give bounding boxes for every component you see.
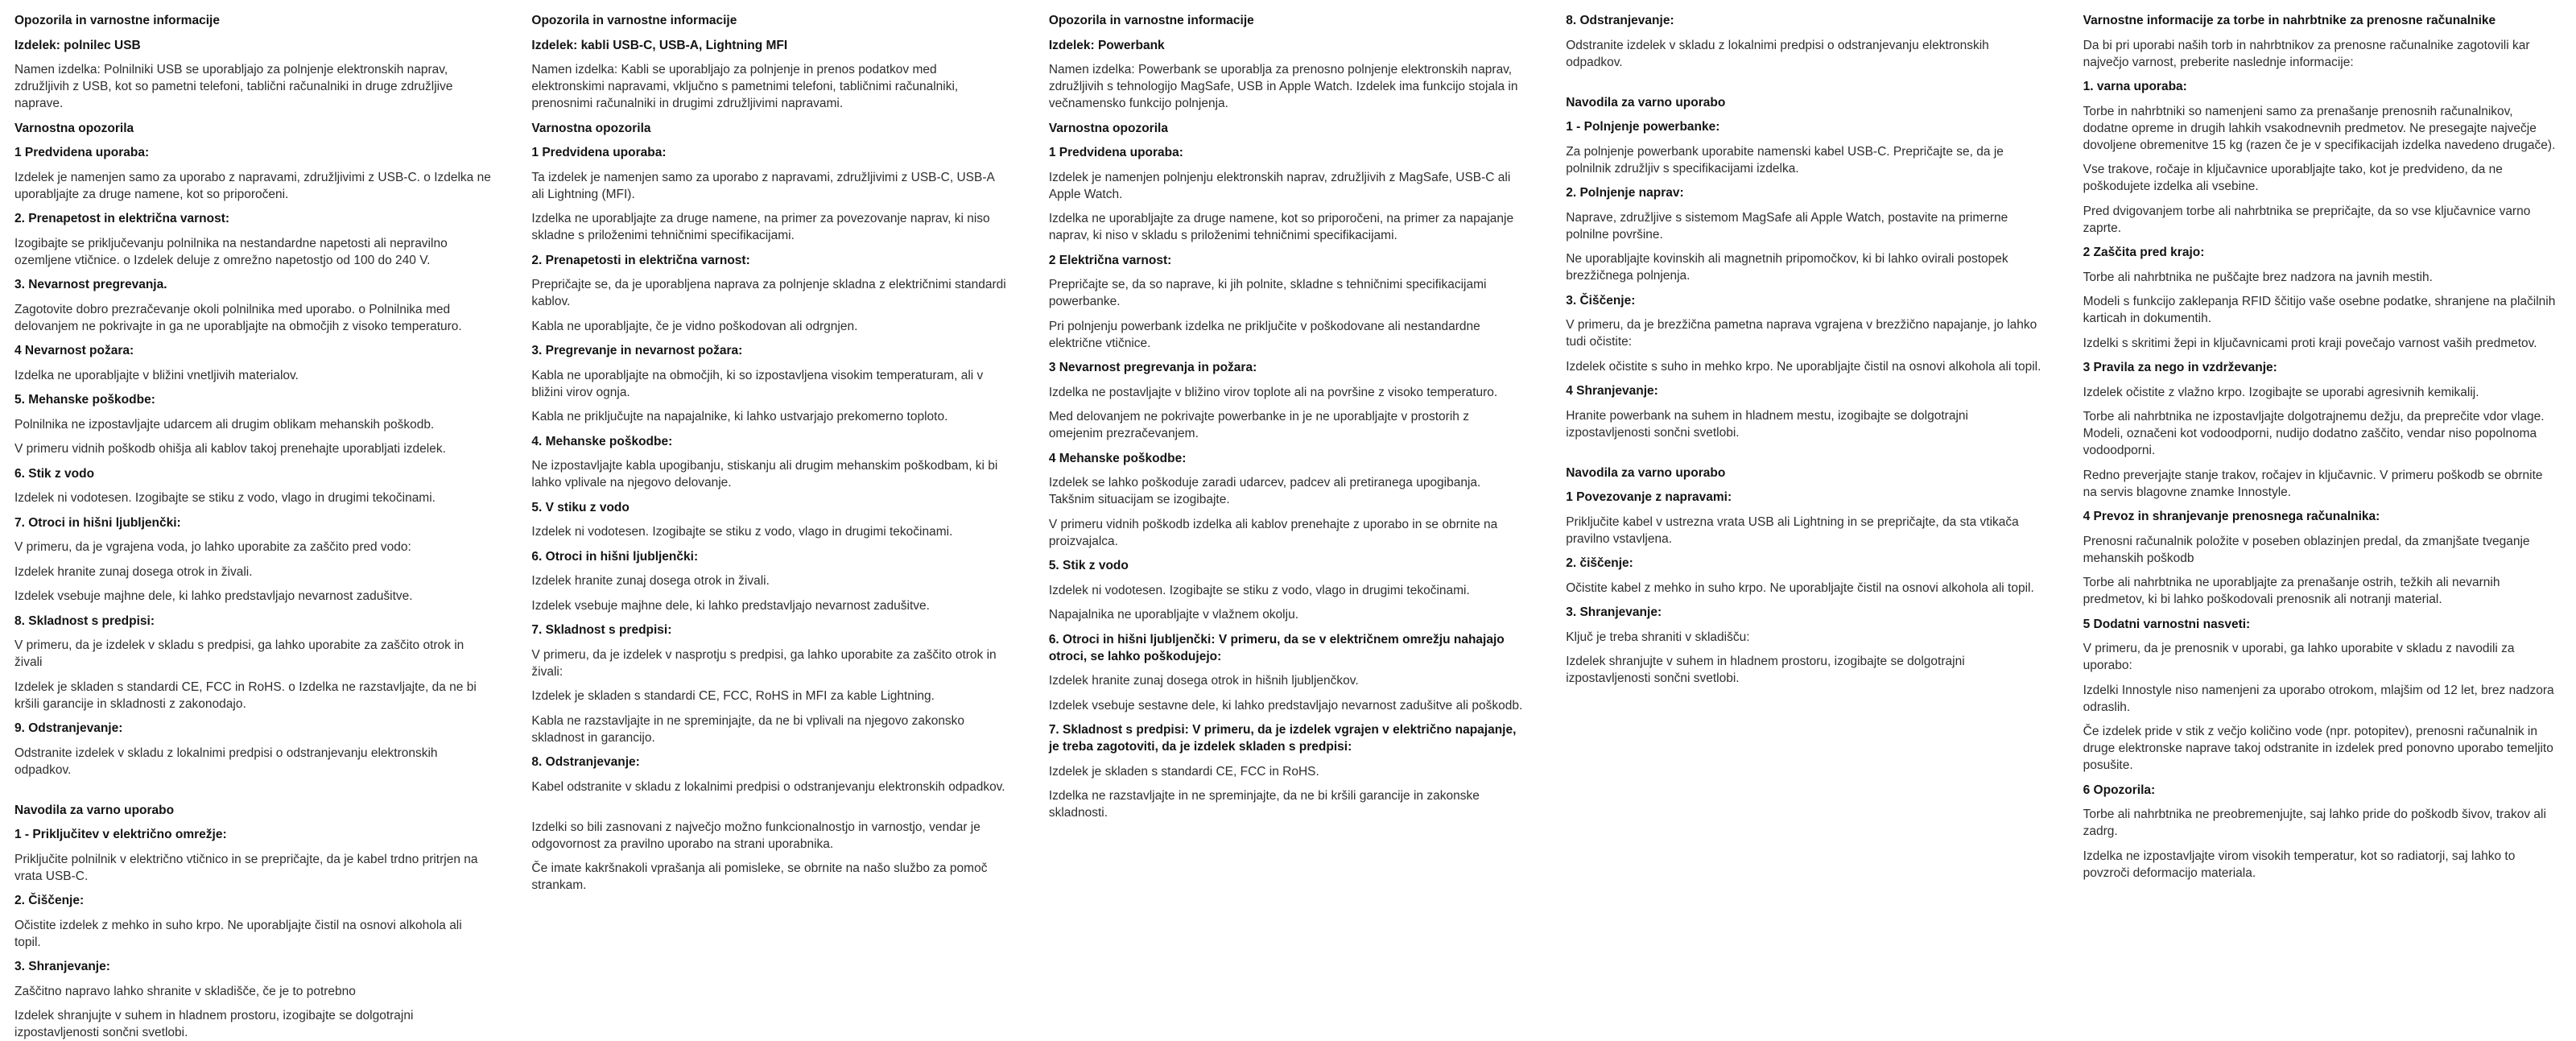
section-heading: 1 - Polnjenje powerbanke: — [1566, 120, 1720, 134]
section-heading: Varnostna opozorila — [14, 121, 134, 135]
section-heading: 5 Dodatni varnostni nasveti: — [2083, 617, 2251, 631]
paragraph: Izdelka ne uporabljajte v bližini vnetljivih materialov. — [14, 368, 299, 382]
section-heading: 6. Otroci in hišni ljubljenčki: V primeru, da se v električnem omrežju nahajajo otroci, se lahko poškodujejo: — [1048, 632, 1505, 663]
paragraph: Prenosni računalnik položite v poseben oblazinjen predal, da zmanjšate tveganje mehanskih poškodb — [2083, 534, 2530, 565]
paragraph: Torbe in nahrbtniki so namenjeni samo za prenašanje prenosnih računalnikov, dodatne opreme in drugih lahkih vsakodnevnih predmetov. Ne presegajte največje dovoljene obremenitve 15 kg (razen če je v specifikacijah izdelka navedeno drugače). — [2083, 104, 2556, 152]
paragraph: V primeru vidnih poškodb izdelka ali kablov prenehajte z uporabo in se obrnite na proizvajalca. — [1048, 517, 1498, 548]
section-heading: 7. Otroci in hišni ljubljenčki: — [14, 515, 181, 530]
section-heading: 2. Prenapetost in električna varnost: — [14, 212, 230, 225]
paragraph: Prepričajte se, da so naprave, ki jih polnite, skladne s tehničnimi specifikacijami powerbanke. — [1048, 278, 1487, 308]
paragraph: Izdelek hranite zunaj dosega otrok in živali. — [14, 564, 253, 579]
paragraph: Odstranite izdelek v skladu z lokalnimi predpisi o odstranjevanju elektronskih odpadkov. — [14, 746, 438, 777]
paragraph: Izdelek shranjujte v suhem in hladnem prostoru, izogibajte se dolgotrajni izpostavljenosti sončni svetlobi. — [14, 1009, 414, 1039]
section-heading: 5. Stik z vodo — [1048, 559, 1129, 572]
paragraph: Med delovanjem ne pokrivajte powerbanke in je ne uporabljajte v prostorih z omejenim prezračevanjem. — [1048, 410, 1469, 440]
section-heading: 6. Stik z vodo — [14, 466, 95, 481]
paragraph: Priključite kabel v ustrezna vrata USB ali Lightning in se prepričajte, da sta vtikača pravilno vstavljena. — [1566, 514, 2019, 546]
section-heading: 4 Shranjevanje: — [1566, 384, 1658, 398]
column-powerbank-warnings — [1049, 12, 1525, 998]
paragraph: Izdelek je skladen s standardi CE, FCC, RoHS in MFI za kable Lightning. — [531, 689, 935, 703]
section-heading: 5. V stiku z vodo — [531, 500, 630, 514]
paragraph: Izogibajte se priključevanju polnilnika na nestandardne napetosti ali nepravilno ozemljene vtičnice. o Izdelek deluje z omrežno napetostjo od 100 do 240 V. — [14, 236, 448, 267]
paragraph: Izdelek se lahko poškoduje zaradi udarcev, padcev ali pretiranega upogibanja. Takšnim situacijam se izogibajte. — [1048, 476, 1481, 506]
paragraph: Izdelki so bili zasnovani z največjo možno funkcionalnostjo in varnostjo, vendar je odgovornost za pravilno uporabo na strani uporabnika. — [531, 820, 980, 851]
paragraph: Kabla ne uporabljajte na območjih, ki so izpostavljena visokim temperaturam, ali v bližini virov ognja. — [531, 368, 984, 399]
paragraph: Kabel odstranite v skladu z lokalnimi predpisi o odstranjevanju elektronskih odpadkov. — [531, 779, 1005, 794]
paragraph: Da bi pri uporabi naših torb in nahrbtnikov za prenosne računalnike zagotovili kar največjo varnost, preberite naslednje informacije: — [2083, 38, 2530, 69]
section-heading: 2. Prenapetosti in električna varnost: — [531, 253, 750, 267]
paragraph: V primeru, da je izdelek v skladu s predpisi, ga lahko uporabite za zaščito otrok in živali — [14, 638, 464, 669]
paragraph: Ne uporabljajte kovinskih ali magnetnih pripomočkov, ki bi lahko ovirali postopek brezžičnega polnjenja. — [1566, 252, 2008, 283]
paragraph: Zagotovite dobro prezračevanje okoli polnilnika med uporabo. o Polnilnika med delovanjem ne pokrivajte in ga ne uporabljajte na območjih z visoko temperaturo. — [14, 302, 462, 333]
paragraph: Odstranite izdelek v skladu z lokalnimi predpisi o odstranjevanju elektronskih odpadkov. — [1566, 38, 1989, 69]
section-heading: 1 - Priključitev v električno omrežje: — [14, 828, 227, 841]
section-heading: Navodila za varno uporabo — [1566, 95, 1726, 109]
section-heading: Opozorila in varnostne informacije — [531, 14, 737, 27]
section-heading: Varnostne informacije za torbe in nahrbtnike za prenosne računalnike — [2083, 14, 2496, 27]
section-heading: 1 Povezovanje z napravami: — [1566, 490, 1732, 504]
paragraph: Izdelka ne izpostavljajte virom visokih temperatur, kot so radiatorji, saj lahko to povzroči deformacijo materiala. — [2083, 849, 2516, 880]
paragraph: Izdelek vsebuje majhne dele, ki lahko predstavljajo nevarnost zadušitve. — [531, 598, 930, 613]
paragraph: Namen izdelka: Kabli se uporabljajo za polnjenje in prenos podatkov med elektronskimi napravami, vključno s pametnimi telefoni, tabličnimi računalniki, prenosnimi računalniki in drugimi združljivimi napravami. — [531, 63, 959, 110]
section-heading: 4 Mehanske poškodbe: — [1048, 451, 1187, 465]
paragraph: Očistite kabel z mehko in suho krpo. Ne uporabljajte čistil na osnovi alkohola ali topil. — [1566, 580, 2034, 595]
paragraph: V primeru, da je brezžična pametna naprava vgrajena v brezžično napajanje, jo lahko tudi očistite: — [1566, 318, 2037, 349]
section-heading: 3. Shranjevanje: — [14, 960, 110, 973]
paragraph: Torbe ali nahrbtnika ne uporabljajte za prenašanje ostrih, težkih ali nevarnih predmetov, ki bi lahko poškodovali prenosnik ali notranji material. — [2083, 576, 2500, 606]
section-heading: Navodila za varno uporabo — [1566, 465, 1726, 480]
paragraph: Kabla ne razstavljajte in ne spreminjajte, da ne bi vplivali na njegovo zakonsko skladnost in garancijo. — [531, 713, 965, 745]
paragraph: Izdelek hranite zunaj dosega otrok in živali. — [531, 574, 770, 588]
paragraph: Izdelek ni vodotesen. Izogibajte se stiku z vodo, vlago in drugimi tekočinami. — [14, 491, 436, 505]
section-heading: 1 Predvidena uporaba: — [1048, 146, 1183, 159]
column-laptop-bags-safety — [2083, 12, 2560, 998]
section-heading: 2. Polnjenje naprav: — [1566, 186, 1684, 200]
paragraph: Izdelek je skladen s standardi CE, FCC in RoHS. o Izdelka ne razstavljajte, da ne bi kršili garancije in skladnosti z zakonodajo. — [14, 680, 477, 711]
section-heading: Varnostna opozorila — [1048, 121, 1168, 135]
section-heading: 8. Odstranjevanje: — [1566, 14, 1674, 27]
paragraph: Izdelek vsebuje majhne dele, ki lahko predstavljajo nevarnost zadušitve. — [14, 589, 413, 603]
section-heading: 2 Zaščita pred krajo: — [2083, 246, 2205, 259]
section-heading: 6 Opozorila: — [2083, 783, 2156, 797]
section-heading: 6. Otroci in hišni ljubljenčki: — [531, 549, 699, 564]
paragraph: Namen izdelka: Polnilniki USB se uporabljajo za polnjenje elektronskih naprav, združljivih z USB, kot so pametni telefoni, tablični računalniki in druge združljive naprave. — [14, 63, 453, 110]
section-heading: 4 Nevarnost požara: — [14, 344, 134, 357]
column-cables-warnings — [531, 12, 1008, 998]
section-heading: 3 Nevarnost pregrevanja in požara: — [1048, 361, 1257, 374]
paragraph: Napajalnika ne uporabljajte v vlažnem okolju. — [1048, 608, 1298, 622]
paragraph: Redno preverjajte stanje trakov, ročajev in ključavnic. V primeru poškodb se obrnite na servis blagovne znamke Innostyle. — [2083, 468, 2543, 499]
section-heading: 4 Prevoz in shranjevanje prenosnega računalnika: — [2083, 510, 2380, 523]
section-heading: 3. Čiščenje: — [1566, 293, 1636, 308]
paragraph: Izdelki s skritimi žepi in ključavnicami proti kraji povečajo varnost vaših predmetov. — [2083, 336, 2537, 350]
section-heading: 3. Pregrevanje in nevarnost požara: — [531, 344, 743, 357]
paragraph: Ne izpostavljajte kabla upogibanju, stiskanju ali drugim mehanskim poškodbam, ki bi lahko vplivale na njegovo delovanje. — [531, 459, 998, 490]
paragraph: Izdelek ni vodotesen. Izogibajte se stiku z vodo, vlago in drugimi tekočinami. — [1048, 583, 1470, 597]
section-heading: 2. Čiščenje: — [14, 894, 85, 907]
section-heading: 7. Skladnost s predpisi: — [531, 623, 672, 637]
section-heading: Opozorila in varnostne informacije — [14, 14, 220, 27]
paragraph: Namen izdelka: Powerbank se uporablja za prenosno polnjenje elektronskih naprav, združljivih s tehnologijo MagSafe, USB in Apple Watch. Izdelek ima funkcijo stojala in večnamensko funkcijo polnjenja. — [1048, 63, 1518, 110]
paragraph: Za polnjenje powerbank uporabite namenski kabel USB-C. Prepričajte se, da je polnilnik združljiv s specifikacijami izdelka. — [1566, 144, 2004, 176]
section-heading: 1. varna uporaba: — [2083, 80, 2187, 93]
section-heading: Izdelek: Powerbank — [1048, 38, 1165, 52]
paragraph: Ta izdelek je namenjen samo za uporabo z napravami, združljivimi z USB-C, USB-A ali Lightning (MFI). — [531, 170, 995, 201]
paragraph: Ključ je treba shraniti v skladišču: — [1566, 630, 1750, 644]
paragraph: Vse trakove, ročaje in ključavnice uporabljajte tako, kot je predvideno, da ne poškodujete izdelka ali vsebine. — [2083, 163, 2503, 193]
section-heading: 3. Shranjevanje: — [1566, 605, 1662, 619]
column-powerbank-usage-instructions — [1566, 12, 2042, 998]
paragraph: Izdelka ne uporabljajte za druge namene, kot so priporočeni, na primer za napajanje naprav, ki niso v skladu s priloženimi tehničnimi specifikacijami. — [1048, 212, 1514, 242]
paragraph: Če imate kakršnakoli vprašanja ali pomisleke, se obrnite na našo službo za pomoč strankam. — [531, 861, 988, 892]
paragraph: Izdelek očistite z vlažno krpo. Izogibajte se uporabi agresivnih kemikalij. — [2083, 385, 2479, 399]
section-heading: 2. čiščenje: — [1566, 556, 1633, 570]
paragraph: Pred dvigovanjem torbe ali nahrbtnika se prepričajte, da so vse ključavnice varno zaprte. — [2083, 204, 2531, 235]
paragraph: Zaščitno napravo lahko shranite v skladišče, če je to potrebno — [14, 984, 356, 998]
paragraph: Kabla ne uporabljajte, če je vidno poškodovan ali odrgnjen. — [531, 319, 858, 333]
paragraph: Torbe ali nahrbtnika ne izpostavljajte dolgotrajnemu dežju, da preprečite vdor vlage. Modeli, označeni kot vodoodporni, nudijo dodatno zaščito, vendar niso popolnoma vodoodporni. — [2083, 410, 2545, 457]
paragraph: Izdelek je skladen s standardi CE, FCC in RoHS. — [1048, 764, 1319, 779]
paragraph: Torbe ali nahrbtnika ne puščajte brez nadzora na javnih mestih. — [2083, 270, 2433, 284]
column-usb-charger-warnings — [14, 12, 491, 1039]
paragraph: Priključite polnilnik v električno vtičnico in se prepričajte, da je kabel trdno pritrjen na vrata USB-C. — [14, 852, 478, 883]
section-heading: 9. Odstranjevanje: — [14, 721, 123, 735]
section-heading: 7. Skladnost s predpisi: V primeru, da je izdelek vgrajen v električno napajanje, je treba zagotoviti, da je izdelek skladen s predpisi: — [1048, 723, 1517, 754]
paragraph: Modeli s funkcijo zaklepanja RFID ščitijo vaše osebne podatke, shranjene na plačilnih karticah in dokumentih. — [2083, 295, 2556, 325]
paragraph: Pri polnjenju powerbank izdelka ne priključite v poškodovane ali nestandardne električne vtičnice. — [1048, 319, 1480, 350]
paragraph: V primeru vidnih poškodb ohišja ali kablov takoj prenehajte uporabljati izdelek. — [14, 442, 446, 456]
paragraph: Izdelek shranjujte v suhem in hladnem prostoru, izogibajte se dolgotrajni izpostavljenosti sončni svetlobi. — [1566, 655, 1965, 685]
section-heading: 5. Mehanske poškodbe: — [14, 393, 155, 407]
section-heading: 1 Predvidena uporaba: — [14, 146, 150, 159]
section-heading: Navodila za varno uporabo — [14, 803, 175, 817]
section-heading: Izdelek: kabli USB-C, USB-A, Lightning MFI — [531, 38, 788, 52]
paragraph: Izdelek vsebuje sestavne dele, ki lahko predstavljajo nevarnost zadušitve ali poškodb. — [1048, 698, 1523, 713]
paragraph: Izdelek očistite s suho in mehko krpo. Ne uporabljajte čistil na osnovi alkohola ali topil. — [1566, 359, 2041, 374]
section-heading: 3. Nevarnost pregrevanja. — [14, 278, 167, 291]
section-heading: Izdelek: polnilec USB — [14, 38, 141, 52]
paragraph: Izdelek je namenjen samo za uporabo z napravami, združljivimi z USB-C. o Izdelka ne uporabljajte za druge namene, kot so priporočeni. — [14, 170, 491, 201]
section-heading: 3 Pravila za nego in vzdrževanje: — [2083, 361, 2277, 374]
paragraph: Izdelka ne postavljajte v bližino virov toplote ali na površine z visoko temperaturo. — [1048, 385, 1498, 399]
paragraph: Izdelka ne uporabljajte za druge namene, na primer za povezovanje naprav, ki niso skladne s priloženimi tehničnimi specifikacijami. — [531, 212, 990, 242]
section-heading: 8. Odstranjevanje: — [531, 755, 640, 769]
section-heading: 2 Električna varnost: — [1048, 253, 1172, 267]
paragraph: Izdelek hranite zunaj dosega otrok in hišnih ljubljenčkov. — [1048, 674, 1359, 688]
paragraph: Kabla ne priključujte na napajalnike, ki lahko ustvarjajo prekomerno toploto. — [531, 410, 948, 423]
paragraph: Izdelki Innostyle niso namenjeni za uporabo otrokom, mlajšim od 12 let, brez nadzora odraslih. — [2083, 683, 2554, 714]
paragraph: Prepričajte se, da je uporabljena naprava za polnjenje skladna z električnimi standardi kablov. — [531, 278, 1006, 308]
paragraph: V primeru, da je vgrajena voda, jo lahko uporabite za zaščito pred vodo: — [14, 540, 411, 554]
section-heading: 1 Predvidena uporaba: — [531, 146, 667, 159]
paragraph: Če izdelek pride v stik z večjo količino vode (npr. potopitev), prenosni računalnik in druge elektronske naprave takoj odstranite in izdelek pred ponovno uporabo temeljito posušite. — [2083, 725, 2553, 772]
paragraph: Očistite izdelek z mehko in suho krpo. Ne uporabljajte čistil na osnovi alkohola ali topil. — [14, 918, 462, 949]
paragraph: Izdelek je namenjen polnjenju elektronskih naprav, združljivih z MagSafe, USB-C ali Apple Watch. — [1048, 170, 1511, 201]
paragraph: Torbe ali nahrbtnika ne preobremenjujte, saj lahko pride do poškodb šivov, trakov ali zadrg. — [2083, 808, 2546, 838]
paragraph: V primeru, da je prenosnik v uporabi, ga lahko uporabite v skladu z navodili za uporabo: — [2083, 642, 2515, 672]
paragraph: V primeru, da je izdelek v nasprotju s predpisi, ga lahko uporabite za zaščito otrok in živali: — [531, 647, 997, 679]
section-heading: 8. Skladnost s predpisi: — [14, 613, 155, 628]
paragraph: Izdelek ni vodotesen. Izogibajte se stiku z vodo, vlago in drugimi tekočinami. — [531, 525, 953, 539]
section-heading: 4. Mehanske poškodbe: — [531, 434, 673, 448]
paragraph: Polnilnika ne izpostavljajte udarcem ali drugim oblikam mehanskih poškodb. — [14, 417, 435, 432]
paragraph: Hranite powerbank na suhem in hladnem mestu, izogibajte se dolgotrajni izpostavljenosti sončni svetlobi. — [1566, 408, 1968, 440]
paragraph: Izdelka ne razstavljajte in ne spreminjajte, da ne bi kršili garancije in zakonske skladnosti. — [1048, 789, 1480, 820]
paragraph: Naprave, združljive s sistemom MagSafe ali Apple Watch, postavite na primerne polnilne površine. — [1566, 210, 2008, 242]
section-heading: Opozorila in varnostne informacije — [1048, 14, 1254, 27]
section-heading: Varnostna opozorila — [531, 121, 651, 135]
